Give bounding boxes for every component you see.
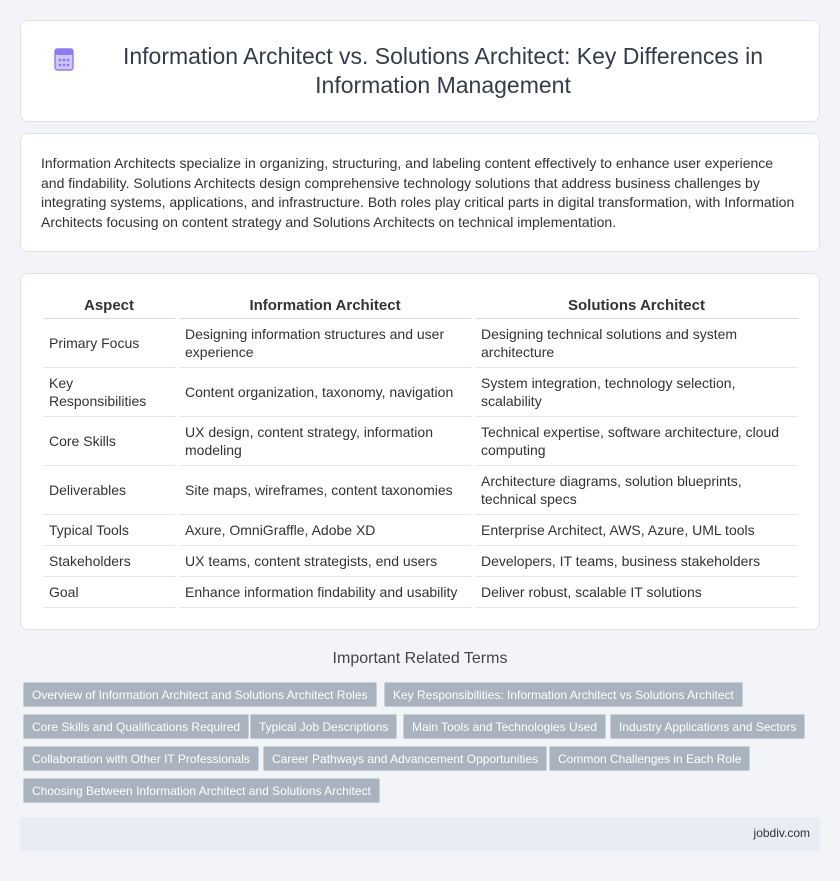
cell-solutions-architect: Deliver robust, scalable IT solutions (473, 577, 798, 608)
cell-information-architect: Content organization, taxonomy, navigation (177, 368, 473, 417)
table-row (43, 466, 798, 515)
cell-solutions-architect: Enterprise Architect, AWS, Azure, UML tools (473, 515, 798, 546)
related-term-tag[interactable]: Key Responsibilities: Information Architect vs Solutions Architect (384, 682, 743, 707)
footer (20, 817, 820, 851)
cell-aspect: Goal (43, 577, 177, 608)
cell-aspect: Typical Tools (43, 515, 177, 546)
cell-solutions-architect: Designing technical solutions and system architecture (473, 319, 798, 368)
table-row (43, 546, 798, 577)
cell-solutions-architect: Architecture diagrams, solution blueprints, technical specs (473, 466, 798, 515)
table-row (43, 515, 798, 546)
title-card (20, 20, 820, 122)
table-row (43, 319, 798, 368)
related-term-tag[interactable]: Collaboration with Other IT Professionals (23, 746, 259, 771)
related-terms-title: Important Related Terms (332, 650, 508, 667)
table-header-row (43, 294, 798, 319)
cell-information-architect: Designing information structures and user experience (177, 319, 473, 368)
page-title: Information Architect vs. Solutions Architect: Key Differences in Information Management (122, 43, 764, 98)
cell-solutions-architect: Technical expertise, software architecture, cloud computing (473, 417, 798, 466)
comparison-table (43, 294, 798, 608)
header-aspect: Aspect (43, 294, 177, 319)
related-term-tag[interactable]: Common Challenges in Each Role (549, 746, 750, 771)
table-row (43, 417, 798, 466)
related-term-tag[interactable]: Career Pathways and Advancement Opportunities (263, 746, 547, 771)
cell-aspect: Core Skills (43, 417, 177, 466)
related-term-tag[interactable]: Overview of Information Architect and Solutions Architect Roles (23, 682, 377, 707)
intro-card (20, 133, 820, 252)
cell-aspect: Primary Focus (43, 319, 177, 368)
cell-information-architect: Axure, OmniGraffle, Adobe XD (177, 515, 473, 546)
intro-paragraph: Information Architects specialize in organizing, structuring, and labeling content effectively to enhance user experience and findability. Solutions Architects design comprehensive technology solutions that address business challenges by integrating systems, applications, and infrastructure. Both roles play critical parts in digital transformation, with Information Architects focusing on content strategy and Solutions Architects on technical implementation. (41, 155, 795, 230)
cell-solutions-architect: Developers, IT teams, business stakeholders (473, 546, 798, 577)
cell-information-architect: Site maps, wireframes, content taxonomies (177, 466, 473, 515)
related-term-tag[interactable]: Choosing Between Information Architect and Solutions Architect (23, 778, 380, 803)
header-solutions-architect: Solutions Architect (473, 294, 798, 319)
cell-aspect: Deliverables (43, 466, 177, 515)
related-term-tag[interactable]: Main Tools and Technologies Used (403, 714, 606, 739)
cell-aspect: Stakeholders (43, 546, 177, 577)
footer-site-link[interactable]: jobdiv.com (753, 826, 810, 840)
comparison-card (20, 273, 820, 630)
cell-information-architect: UX design, content strategy, information modeling (177, 417, 473, 466)
cell-solutions-architect: System integration, technology selection, scalability (473, 368, 798, 417)
table-row (43, 577, 798, 608)
header-information-architect: Information Architect (177, 294, 473, 319)
related-term-tag[interactable]: Typical Job Descriptions (250, 714, 397, 739)
cell-aspect: Key Responsibilities (43, 368, 177, 417)
table-row (43, 368, 798, 417)
related-term-tag[interactable]: Industry Applications and Sectors (610, 714, 805, 739)
cell-information-architect: Enhance information findability and usability (177, 577, 473, 608)
document-icon (51, 46, 77, 72)
related-term-tag[interactable]: Core Skills and Qualifications Required (23, 714, 249, 739)
cell-information-architect: UX teams, content strategists, end users (177, 546, 473, 577)
